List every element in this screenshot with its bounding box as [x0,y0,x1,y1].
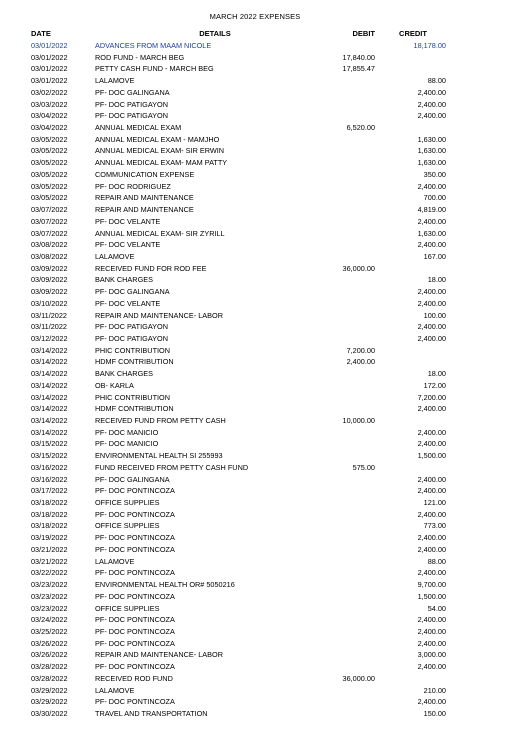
row-date: 03/14/2022 [31,427,68,437]
expense-table [0,40,510,720]
row-date: 03/18/2022 [31,498,68,508]
table-row [0,685,510,697]
row-credit: 210.00 [423,685,446,695]
row-credit: 1,630.00 [417,134,446,144]
table-row [0,661,510,673]
row-details: OFFICE SUPPLIES [95,521,160,531]
row-date: 03/04/2022 [31,111,68,121]
row-details: PF- DOC PONTINCOZA [95,626,175,636]
table-row [0,368,510,380]
table-row [0,157,510,169]
row-date: 03/04/2022 [31,123,68,133]
table-row [0,462,510,474]
row-details: ADVANCES FROM MAAM NICOLE [95,41,212,50]
row-credit: 1,630.00 [417,146,446,156]
row-credit: 2,400.00 [417,404,446,414]
table-row [0,392,510,404]
table-row [0,427,510,439]
table-row [0,532,510,544]
row-date: 03/14/2022 [31,357,68,367]
row-credit: 2,400.00 [417,544,446,554]
row-credit: 2,400.00 [417,509,446,519]
row-details: PF- DOC PONTINCOZA [95,544,175,554]
row-credit: 2,400.00 [417,533,446,543]
table-row [0,298,510,310]
row-date: 03/03/2022 [31,99,68,109]
row-credit: 700.00 [423,193,446,203]
row-date: 03/12/2022 [31,333,68,343]
row-details: LALAMOVE [95,76,135,86]
table-row [0,556,510,568]
row-credit: 2,400.00 [417,474,446,484]
row-details: LALAMOVE [95,556,135,566]
table-row [0,474,510,486]
row-date: 03/14/2022 [31,404,68,414]
row-details: ANNUAL MEDICAL EXAM- SIR ZYRILL [95,228,225,238]
row-date: 03/02/2022 [31,87,68,97]
row-credit: 150.00 [423,708,446,718]
row-details: PF- DOC GALINGANA [95,474,170,484]
row-date: 03/05/2022 [31,193,68,203]
row-date: 03/08/2022 [31,251,68,261]
row-details: PF- DOC RODRIGUEZ [95,181,171,191]
row-details: OFFICE SUPPLIES [95,603,160,613]
row-details: ENVIRONMENTAL HEALTH OR# 5050216 [95,580,235,590]
row-details: HDMF CONTRIBUTION [95,404,174,414]
row-date: 03/23/2022 [31,580,68,590]
row-date: 03/23/2022 [31,603,68,613]
row-date: 03/30/2022 [31,708,68,718]
row-credit: 2,400.00 [417,322,446,332]
row-details: REPAIR AND MAINTENANCE [95,205,194,215]
table-row [0,638,510,650]
row-date: 03/16/2022 [31,462,68,472]
row-credit: 7,200.00 [417,392,446,402]
row-date: 03/14/2022 [31,369,68,379]
row-details: PF- DOC PONTINCOZA [95,591,175,601]
table-row [0,520,510,532]
row-details: BANK CHARGES [95,275,153,285]
row-debit: 6,520.00 [346,123,375,133]
table-row [0,169,510,181]
row-date: 03/05/2022 [31,169,68,179]
row-credit: 2,400.00 [417,486,446,496]
row-date: 03/25/2022 [31,626,68,636]
row-details: PETTY CASH FUND - MARCH BEG [95,64,214,74]
row-debit: 17,840.00 [342,52,375,62]
table-row [0,544,510,556]
row-details: OFFICE SUPPLIES [95,498,160,508]
table-row [0,567,510,579]
row-details: RECEIVED ROD FUND [95,673,173,683]
table-row [0,228,510,240]
row-credit: 2,400.00 [417,662,446,672]
table-row [0,134,510,146]
table-row [0,415,510,427]
row-credit: 3,000.00 [417,650,446,660]
row-details: PF- DOC MANICIO [95,427,159,437]
table-row [0,216,510,228]
row-credit: 2,400.00 [417,427,446,437]
row-details: HDMF CONTRIBUTION [95,357,174,367]
row-details: PF- DOC PATIGAYON [95,99,168,109]
row-details: ROD FUND - MARCH BEG [95,52,185,62]
row-credit: 2,400.00 [417,298,446,308]
table-row [0,192,510,204]
row-credit: 100.00 [423,310,446,320]
row-date: 03/15/2022 [31,451,68,461]
row-debit: 10,000.00 [342,416,375,425]
table-row [0,380,510,392]
row-credit: 121.00 [423,498,446,508]
row-date: 03/24/2022 [31,615,68,625]
table-row [0,708,510,720]
table-row [0,497,510,509]
row-date: 03/17/2022 [31,486,68,496]
row-details: BANK CHARGES [95,369,153,379]
table-row [0,579,510,591]
row-details: PF- DOC PONTINCOZA [95,697,175,707]
row-details: PF- DOC PATIGAYON [95,111,168,121]
table-row [0,591,510,603]
row-credit: 88.00 [427,556,446,566]
row-credit: 2,400.00 [417,333,446,343]
row-details: PF- DOC PONTINCOZA [95,486,175,496]
row-date: 03/01/2022 [31,64,68,74]
row-date: 03/05/2022 [31,158,68,168]
row-details: PF- DOC PONTINCOZA [95,662,175,672]
table-row [0,110,510,122]
row-date: 03/05/2022 [31,181,68,191]
row-credit: 4,819.00 [417,205,446,215]
row-date: 03/01/2022 [31,52,68,62]
row-credit: 2,400.00 [417,697,446,707]
row-debit: 36,000.00 [342,263,375,273]
table-row [0,251,510,263]
table-row [0,509,510,521]
row-date: 03/14/2022 [31,345,68,355]
table-row [0,614,510,626]
table-row [0,649,510,661]
row-date: 03/05/2022 [31,134,68,144]
row-details: PF- DOC GALINGANA [95,87,170,97]
table-row [0,438,510,450]
row-details: PF- DOC MANICIO [95,439,159,449]
row-credit: 2,400.00 [417,287,446,297]
row-date: 03/07/2022 [31,216,68,226]
row-details: OB- KARLA [95,380,134,390]
row-date: 03/23/2022 [31,591,68,601]
table-row [0,63,510,75]
table-row [0,310,510,322]
row-date: 03/14/2022 [31,392,68,402]
row-date: 03/19/2022 [31,533,68,543]
row-credit: 2,400.00 [417,87,446,97]
row-date: 03/10/2022 [31,298,68,308]
row-credit: 167.00 [423,251,446,261]
row-date: 03/29/2022 [31,697,68,707]
row-date: 03/26/2022 [31,650,68,660]
table-row [0,274,510,286]
row-debit: 36,000.00 [342,673,375,683]
row-date: 03/22/2022 [31,568,68,578]
row-details: REPAIR AND MAINTENANCE- LABOR [95,310,223,320]
table-row [0,333,510,345]
row-date: 03/28/2022 [31,662,68,672]
row-date: 03/01/2022 [31,76,68,86]
page-title: MARCH 2022 EXPENSES [209,12,301,21]
row-date: 03/26/2022 [31,638,68,648]
row-details: REPAIR AND MAINTENANCE [95,193,194,203]
row-credit: 350.00 [423,169,446,179]
table-row [0,356,510,368]
row-date: 03/07/2022 [31,228,68,238]
table-row [0,485,510,497]
row-credit: 2,400.00 [417,240,446,250]
row-date: 03/14/2022 [31,416,68,425]
row-credit: 773.00 [423,521,446,531]
row-credit: 2,400.00 [417,568,446,578]
row-credit: 1,500.00 [417,591,446,601]
column-header-credit: CREDIT [399,29,427,38]
row-details: PHIC CONTRIBUTION [95,345,170,355]
row-credit: 2,400.00 [417,615,446,625]
row-debit: 2,400.00 [346,357,375,367]
row-details: ENVIRONMENTAL HEALTH SI 255993 [95,451,223,461]
row-details: FUND RECEIVED FROM PETTY CASH FUND [95,462,249,472]
table-row [0,99,510,111]
row-details: PF- DOC VELANTE [95,240,161,250]
row-credit: 2,400.00 [417,626,446,636]
row-details: PF- DOC PONTINCOZA [95,509,175,519]
row-debit: 17,855.47 [342,64,375,74]
row-details: LALAMOVE [95,685,135,695]
row-details: ANNUAL MEDICAL EXAM - MAMJHO [95,134,220,144]
row-credit: 18.00 [427,369,446,379]
table-row [0,75,510,87]
row-details: PF- DOC PONTINCOZA [95,533,175,543]
row-details: PF- DOC PONTINCOZA [95,638,175,648]
row-details: ANNUAL MEDICAL EXAM [95,123,182,133]
row-details: PF- DOC GALINGANA [95,287,170,297]
row-date: 03/09/2022 [31,263,68,273]
table-row [0,321,510,333]
row-credit: 172.00 [423,380,446,390]
row-date: 03/29/2022 [31,685,68,695]
row-credit: 2,400.00 [417,216,446,226]
row-credit: 18,178.00 [413,41,446,50]
table-row [0,696,510,708]
row-credit: 1,630.00 [417,158,446,168]
table-row [0,145,510,157]
row-details: COMMUNICATION EXPENSE [95,169,195,179]
row-credit: 2,400.00 [417,99,446,109]
row-details: ANNUAL MEDICAL EXAM- MAM PATTY [95,158,228,168]
row-details: PF- DOC PONTINCOZA [95,568,175,578]
row-credit: 2,400.00 [417,439,446,449]
table-row [0,345,510,357]
table-row [0,403,510,415]
row-date: 03/21/2022 [31,544,68,554]
table-row [0,626,510,638]
table-row [0,40,510,52]
row-details: PF- DOC VELANTE [95,298,161,308]
row-date: 03/01/2022 [31,41,68,50]
table-row [0,52,510,64]
row-debit: 575.00 [352,462,375,472]
row-credit: 2,400.00 [417,638,446,648]
row-date: 03/16/2022 [31,474,68,484]
row-credit: 18.00 [427,275,446,285]
row-details: LALAMOVE [95,251,135,261]
row-date: 03/09/2022 [31,287,68,297]
row-details: RECEIVED FUND FROM PETTY CASH [95,416,226,425]
row-date: 03/14/2022 [31,380,68,390]
row-credit: 88.00 [427,76,446,86]
row-date: 03/28/2022 [31,673,68,683]
row-details: TRAVEL AND TRANSPORTATION [95,708,208,718]
column-header-debit: DEBIT [352,29,375,38]
table-row [0,87,510,99]
column-header-details: DETAILS [199,29,231,38]
row-credit: 9,700.00 [417,580,446,590]
row-details: ANNUAL MEDICAL EXAM- SIR ERWIN [95,146,225,156]
row-details: PF- DOC PATIGAYON [95,322,168,332]
table-row [0,603,510,615]
row-details: PHIC CONTRIBUTION [95,392,170,402]
column-header-date: DATE [31,29,51,38]
table-row [0,204,510,216]
table-row [0,673,510,685]
row-details: PF- DOC PATIGAYON [95,333,168,343]
table-row [0,286,510,298]
table-row [0,263,510,275]
row-date: 03/09/2022 [31,275,68,285]
row-details: PF- DOC VELANTE [95,216,161,226]
row-debit: 7,200.00 [346,345,375,355]
table-row [0,239,510,251]
table-row [0,450,510,462]
row-details: RECEIVED FUND FOR ROD FEE [95,263,207,273]
row-date: 03/21/2022 [31,556,68,566]
table-row [0,181,510,193]
row-date: 03/18/2022 [31,521,68,531]
row-credit: 1,630.00 [417,228,446,238]
row-date: 03/05/2022 [31,146,68,156]
row-date: 03/08/2022 [31,240,68,250]
row-credit: 2,400.00 [417,181,446,191]
row-credit: 2,400.00 [417,111,446,121]
table-row [0,122,510,134]
row-credit: 1,500.00 [417,451,446,461]
row-date: 03/15/2022 [31,439,68,449]
row-date: 03/18/2022 [31,509,68,519]
row-details: REPAIR AND MAINTENANCE- LABOR [95,650,223,660]
row-credit: 54.00 [427,603,446,613]
row-details: PF- DOC PONTINCOZA [95,615,175,625]
row-date: 03/11/2022 [31,322,67,332]
row-date: 03/11/2022 [31,310,67,320]
row-date: 03/07/2022 [31,205,68,215]
